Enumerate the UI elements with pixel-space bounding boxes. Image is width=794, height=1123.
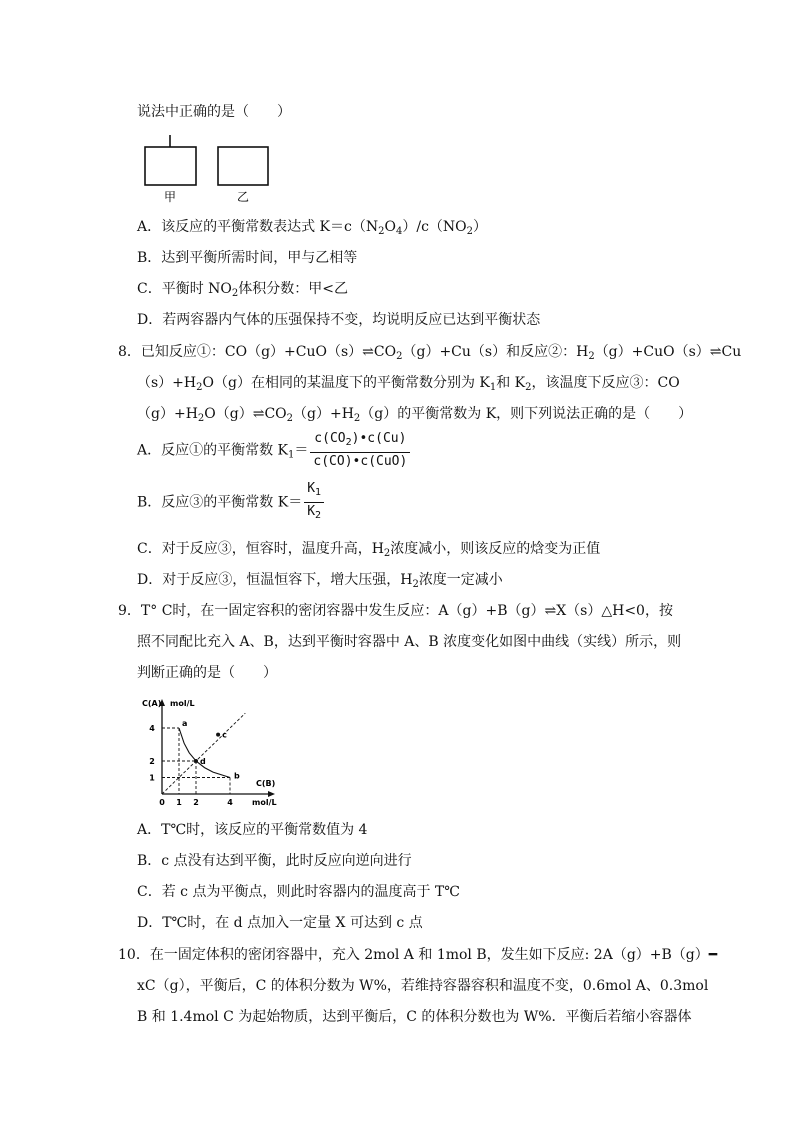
q8-option-c: C．对于反应③，恒容时，温度升高，$H_2$浓度减小，则该反应的焓变为正值: [137, 541, 601, 559]
vessel-yi: [218, 147, 268, 185]
x-axis-label: C(B): [256, 779, 276, 788]
q10-stem-line3: B 和 1.4mol C 为起始物质，达到平衡后，C 的体积分数也为 W%．平衡后若缩小容器体: [137, 1009, 692, 1025]
y-axis-label: C(A): [142, 699, 162, 708]
q8-stem-line1: 8．已知反应①：$CO(g)+CuO(s)\rightleftharpoons CO_2(g)+Cu(s)$和反应②：$H_2(g)+CuO(s)\rightleftharpoons Cu$: [118, 344, 742, 362]
q9-stem-line2: 照不同配比充入 A、B，达到平衡时容器中 A、B 浓度变化如图中曲线（实线）所示，则: [137, 634, 682, 650]
point-label-b: b: [234, 771, 240, 781]
q9-option-a: A．T℃时，该反应的平衡常数值为 4: [137, 822, 368, 838]
q8-option-d: D．对于反应③，恒温恒容下，增大压强，$H_2$浓度一定减小: [137, 572, 503, 590]
x-axis-unit: mol/L: [252, 798, 277, 807]
vessel-jia-label: 甲: [163, 190, 177, 204]
q10-stem-line2: xC（g），平衡后，C 的体积分数为 W%，若维持容器容积和温度不变，0.6mol A、0.3mol: [137, 978, 709, 994]
q9-option-c: C．若 c 点为平衡点，则此时容器内的温度高于 T℃: [137, 884, 460, 900]
q8-a-fraction: $\frac{c(CO_2)•c(Cu)}{\text{c(CO)•c(CuO)}}$: [310, 430, 410, 471]
point-label-d: d: [200, 757, 206, 766]
y-tick-label: 1: [149, 773, 155, 783]
intro-text: 说法中正确的是（ ）: [137, 104, 291, 120]
point-c: [216, 733, 220, 737]
x-tick-label: 4: [227, 798, 233, 807]
x-tick-label: 1: [176, 798, 182, 807]
q7-option-a: A．该反应的平衡常数表达式 $K=c(N_2O_4)/c(NO_2)$: [137, 219, 488, 237]
vessel-yi-label: 乙: [236, 190, 250, 204]
y-tick-label: 2: [149, 757, 155, 766]
q7-option-d: D．若两容器内气体的压强保持不变，均说明反应已达到平衡状态: [137, 312, 541, 328]
q9-option-d: D．T℃时，在 d 点加入一定量 X 可达到 c 点: [137, 915, 423, 931]
q9-stem-line3: 判断正确的是（ ）: [137, 665, 277, 681]
point-label-a: a: [182, 719, 188, 728]
y-tick-label: 4: [149, 724, 155, 733]
point-label-c: c: [222, 730, 227, 740]
q8-stem-line3: $(g)+H_2O(g)\rightleftharpoons CO_2(g)+H_2(g)$的平衡常数为 K，则下列说法正确的是（ ）: [137, 406, 693, 424]
diagonal-line: [162, 713, 245, 794]
q8-stem-line2: $(s)+H_2O(g)$在相同的某温度下的平衡常数分别为 $K_1$和 $K_2$，该温度下反应③：CO: [137, 375, 680, 393]
y-axis-unit: mol/L: [170, 699, 195, 708]
q10-stem-line1: 10．在一固定体积的密闭容器中，充入 2mol A 和 1mol B，发生如下反应: 2A（g）+B（g）━: [118, 947, 718, 963]
x-tick-label: 2: [193, 798, 199, 807]
point-d: [194, 759, 198, 763]
vessel-jia: [145, 147, 196, 185]
q9-stem-line1: 9．T° C时，在一固定容积的密闭容器中发生反应：A（g）+B（g）⇌X（s）△H<0，按: [118, 603, 673, 619]
q9-concentration-chart: [140, 694, 290, 810]
q8-b-fraction: $\frac{K_1}{K_2}$: [304, 480, 324, 525]
q9-option-b: B．c 点没有达到平衡，此时反应向逆向进行: [137, 853, 412, 869]
x-axis-arrow: [268, 791, 275, 797]
vessels-figure: [140, 135, 280, 207]
q7-option-c: C．平衡时 $NO_2$体积分数：甲<乙: [137, 281, 348, 299]
q7-option-b: B．达到平衡所需时间，甲与乙相等: [137, 250, 358, 266]
q8-option-a: A．反应①的平衡常数 $K_1=$ $\frac{c(CO_2)•c(Cu)}{\text{c(CO)•c(CuO)}}$: [137, 430, 412, 476]
q8-option-b: B．反应③的平衡常数 K＝ $\frac{K_1}{K_2}$: [137, 480, 326, 525]
x-tick-label: 0: [159, 798, 165, 807]
